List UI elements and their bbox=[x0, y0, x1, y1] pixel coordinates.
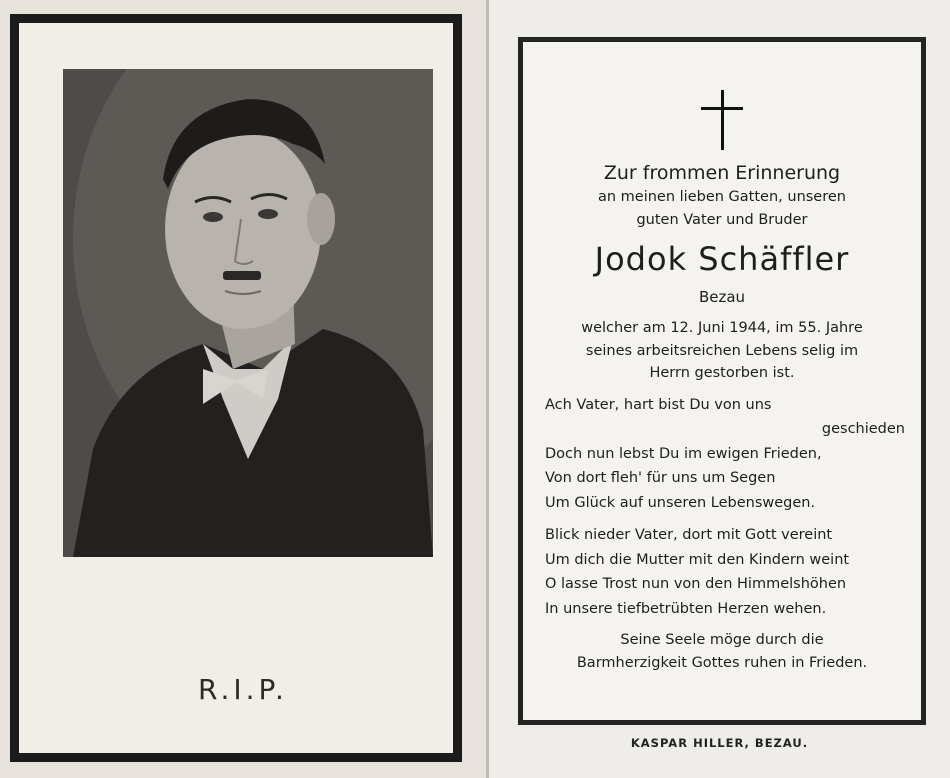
closing-line: Barmherzigkeit Gottes ruhen in Frieden. bbox=[576, 654, 868, 671]
poem-line: Ach Vater, hart bist Du von uns bbox=[545, 396, 772, 413]
closing-line: Seine Seele möge durch die bbox=[620, 632, 824, 648]
cross-icon bbox=[701, 90, 743, 150]
poem-line: O lasse Trost nun von den Himmelshöhen bbox=[545, 576, 847, 592]
poem-line: In unsere tiefbetrübten Herzen wehen. bbox=[545, 600, 827, 617]
deceased-name: Jodok Schäffler bbox=[594, 240, 850, 278]
death-line: Herrn gestorben ist. bbox=[649, 365, 795, 381]
text-frame bbox=[518, 37, 926, 725]
mourning-frame bbox=[10, 14, 462, 762]
poem-line: Blick nieder Vater, dort mit Gott vereint bbox=[545, 527, 833, 543]
poem-verse-1 bbox=[523, 393, 921, 516]
poem-line: Doch nun lebst Du im ewigen Frieden, bbox=[545, 445, 822, 462]
intro-line: an meinen lieben Gatten, unseren bbox=[597, 189, 846, 205]
poem-line: Um dich die Mutter mit den Kindern weint bbox=[545, 551, 850, 568]
portrait-photo bbox=[63, 69, 433, 557]
intro-line: guten Vater und Bruder bbox=[636, 212, 808, 228]
death-line: seines arbeitsreichen Lebens selig im bbox=[585, 342, 859, 359]
poem-line: Von dort fleh' für uns um Segen bbox=[545, 470, 776, 486]
right-card bbox=[489, 0, 950, 778]
death-line: welcher am 12. Juni 1944, im 55. Jahre bbox=[581, 320, 863, 336]
heading: Zur frommen Erinnerung bbox=[603, 162, 841, 184]
place: Bezau bbox=[698, 288, 746, 306]
poem-line: Um Glück auf unseren Lebenswegen. bbox=[545, 494, 816, 511]
printer-imprint: KASPAR HILLER, BEZAU. bbox=[630, 736, 809, 750]
rip-text: R.I.P. bbox=[198, 673, 288, 706]
poem-verse-2 bbox=[523, 523, 921, 621]
poem-line: geschieden bbox=[821, 421, 905, 437]
memorial-text bbox=[523, 160, 921, 674]
